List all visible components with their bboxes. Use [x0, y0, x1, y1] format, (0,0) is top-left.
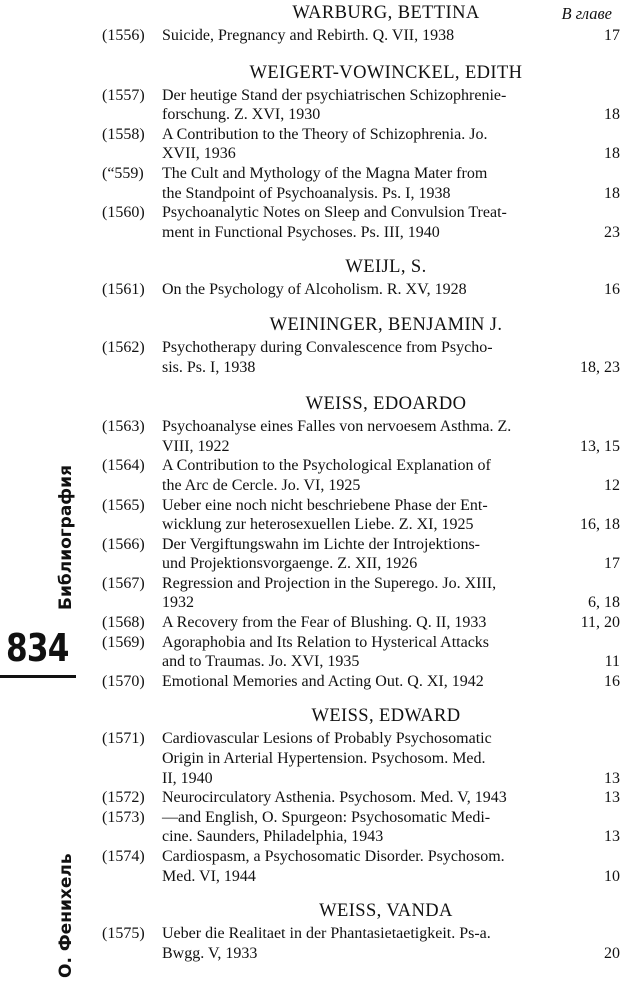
- entry-text-line: und Projektionsvorgaenge. Z. XII, 1926: [162, 555, 418, 573]
- entry-text-line: sis. Ps. I, 1938: [162, 358, 256, 376]
- chapter-references: 16: [604, 672, 620, 690]
- entry-number: (“559): [102, 164, 144, 182]
- entry-text-line: Med. VI, 1944: [162, 867, 256, 885]
- entry-text-line: Bwgg. V, 1933: [162, 944, 258, 962]
- author-heading: [164, 0, 608, 26]
- bibliography-entry: [102, 574, 620, 613]
- entry-text-line: Origin in Arterial Hypertension. Psychosom. Med.: [162, 750, 486, 768]
- entry-number: (1568): [102, 614, 145, 632]
- entry-number: (1566): [102, 535, 145, 553]
- entry-number: (1573): [102, 808, 145, 826]
- bibliography-entry: [102, 456, 620, 495]
- entry-text-line: the Standpoint of Psychoanalysis. Ps. I, 1938: [162, 184, 451, 202]
- bibliography-entry: [102, 26, 620, 46]
- entry-text-line: A Contribution to the Theory of Schizophrenia. Jo.: [162, 125, 488, 143]
- author-name: WARBURG, BETTINA: [292, 3, 480, 23]
- bibliography-section: [102, 391, 620, 691]
- bibliography-entry: [102, 847, 620, 886]
- entry-text-line: Der heutige Stand der psychiatrischen Schizophrenie-: [162, 86, 507, 104]
- chapter-references: 10: [604, 867, 620, 885]
- entry-number: (1572): [102, 789, 145, 807]
- bibliography-section: [102, 312, 620, 377]
- chapter-column-header: В главе: [561, 4, 612, 23]
- margin-sidebar: [0, 0, 90, 989]
- author-heading: [164, 703, 608, 729]
- entry-text-line: Psychoanalyse eines Falles von nervoesem Asthma. Z.: [162, 418, 512, 436]
- entry-text-line: wicklung zur heterosexuellen Liebe. Z. XI, 1925: [162, 516, 474, 534]
- chapter-references: 11: [604, 653, 620, 671]
- bibliography-section: [102, 60, 620, 243]
- bibliography-entry: [102, 613, 620, 633]
- page-number-rule: [0, 675, 76, 678]
- entry-number: (1565): [102, 496, 145, 514]
- author-heading: [164, 898, 608, 924]
- page-number: 834: [6, 626, 69, 670]
- bibliography-section: [102, 898, 620, 963]
- entry-text-line: Suicide, Pregnancy and Rebirth. Q. VII, 1938: [162, 27, 455, 44]
- chapter-references: 18: [604, 145, 620, 163]
- bibliography-entry: [102, 672, 620, 692]
- bibliography-entry: [102, 633, 620, 672]
- entry-number: (1564): [102, 457, 145, 475]
- chapter-references: 13: [604, 828, 620, 846]
- entry-text-line: —and English, O. Spurgeon: Psychosomatic Medi-: [162, 808, 491, 826]
- entry-number: (1557): [102, 86, 145, 104]
- bibliography-entry: [102, 924, 620, 963]
- entry-text-line: Ueber die Realitaet in der Phantasietaetigkeit. Ps-a.: [162, 925, 491, 943]
- entry-text-line: Psychotherapy during Convalescence from Psycho-: [162, 338, 493, 356]
- bibliography-entry: [102, 164, 620, 203]
- entry-text-line: forschung. Z. XVI, 1930: [162, 106, 321, 124]
- entry-number: (1561): [102, 281, 145, 299]
- entry-text-line: and to Traumas. Jo. XVI, 1935: [162, 653, 360, 671]
- bibliography-section: [102, 703, 620, 886]
- entry-text-line: II, 1940: [162, 769, 213, 787]
- chapter-references: 12: [604, 476, 620, 494]
- entry-text-line: XVII, 1936: [162, 145, 236, 163]
- bibliography-entry: [102, 280, 620, 300]
- author-heading: [164, 312, 608, 338]
- entry-text-line: Psychoanalytic Notes on Sleep and Convulsion Treat-: [162, 204, 507, 222]
- entry-text-line: Cardiospasm, a Psychosomatic Disorder. Psychosom.: [162, 848, 505, 865]
- chapter-references: 13: [604, 769, 620, 787]
- entry-number: (1560): [102, 204, 145, 222]
- author-label: О. Фенихель: [56, 853, 76, 978]
- entry-number: (1575): [102, 925, 145, 943]
- chapter-references: 20: [604, 944, 620, 962]
- entry-text-line: the Arc de Cercle. Jo. VI, 1925: [162, 476, 361, 494]
- entry-number: (1556): [102, 27, 145, 44]
- entry-text-line: Neurocirculatory Asthenia. Psychosom. Med. V, 1943: [162, 789, 507, 807]
- entry-number: (1563): [102, 418, 145, 436]
- bibliography-entry: [102, 496, 620, 535]
- chapter-references: 18, 23: [580, 358, 620, 376]
- entry-text-line: A Recovery from the Fear of Blushing. Q. II, 1933: [162, 614, 487, 632]
- bibliography-entry: [102, 125, 620, 164]
- chapter-references: 23: [604, 223, 620, 241]
- author-name: WEIJL, S.: [345, 257, 427, 278]
- bibliography-entry: [102, 535, 620, 574]
- author-name: WEISS, VANDA: [319, 901, 453, 922]
- entry-number: (1562): [102, 338, 145, 356]
- author-heading: [164, 254, 608, 280]
- entry-text-line: cine. Saunders, Philadelphia, 1943: [162, 828, 384, 846]
- entry-text-line: Regression and Projection in the Superego. Jo. XIII,: [162, 574, 497, 592]
- chapter-references: 6, 18: [588, 594, 620, 612]
- entry-text-line: Emotional Memories and Acting Out. Q. XI, 1942: [162, 672, 484, 690]
- author-name: WEISS, EDWARD: [311, 706, 461, 727]
- entry-number: (1570): [102, 672, 145, 690]
- bibliography-section: [102, 0, 620, 46]
- bibliography-column: [102, 0, 620, 963]
- chapter-references: 17: [604, 555, 620, 573]
- entry-number: (1567): [102, 574, 145, 592]
- chapter-references: 18: [604, 184, 620, 202]
- bibliography-entry: [102, 417, 620, 456]
- entry-text-line: Ueber eine noch nicht beschriebene Phase der Ent-: [162, 496, 488, 514]
- bibliography-entry: [102, 86, 620, 125]
- entry-text-line: On the Psychology of Alcoholism. R. XV, 1928: [162, 281, 467, 299]
- author-heading: [164, 391, 608, 417]
- chapter-references: 18: [604, 106, 620, 124]
- chapter-references: 16: [604, 281, 620, 299]
- entry-number: (1574): [102, 848, 145, 865]
- entry-text-line: ment in Functional Psychoses. Ps. III, 1940: [162, 223, 440, 241]
- chapter-references: 11, 20: [580, 614, 620, 632]
- entry-text-line: Der Vergiftungswahn im Lichte der Introjektions-: [162, 535, 480, 553]
- entry-number: (1571): [102, 730, 145, 748]
- author-name: WEISS, EDOARDO: [305, 394, 467, 415]
- entry-text-line: 1932: [162, 594, 194, 612]
- bibliography-entry: [102, 808, 620, 847]
- author-name: WEIGERT-VOWINCKEL, EDITH: [249, 62, 523, 83]
- entry-text-line: Cardiovascular Lesions of Probably Psychosomatic: [162, 730, 492, 748]
- entry-text-line: A Contribution to the Psychological Explanation of: [162, 457, 491, 475]
- section-label: Библиография: [56, 465, 76, 610]
- bibliography-entry: [102, 338, 620, 377]
- chapter-references: 13, 15: [580, 437, 620, 455]
- chapter-references: 16, 18: [580, 516, 620, 534]
- chapter-references: 17: [604, 27, 620, 44]
- entry-number: (1558): [102, 125, 145, 143]
- bibliography-entry: [102, 203, 620, 242]
- chapter-references: 13: [604, 789, 620, 807]
- bibliography-entry: [102, 729, 620, 788]
- entry-text-line: VIII, 1922: [162, 437, 230, 455]
- bibliography-section: [102, 254, 620, 300]
- author-heading: [164, 60, 608, 86]
- bibliography-entry: [102, 788, 620, 808]
- author-name: WEININGER, BENJAMIN J.: [269, 314, 503, 335]
- entry-text-line: Agoraphobia and Its Relation to Hysterical Attacks: [162, 633, 490, 651]
- entry-number: (1569): [102, 633, 145, 651]
- entry-text-line: The Cult and Mythology of the Magna Mater from: [162, 164, 488, 182]
